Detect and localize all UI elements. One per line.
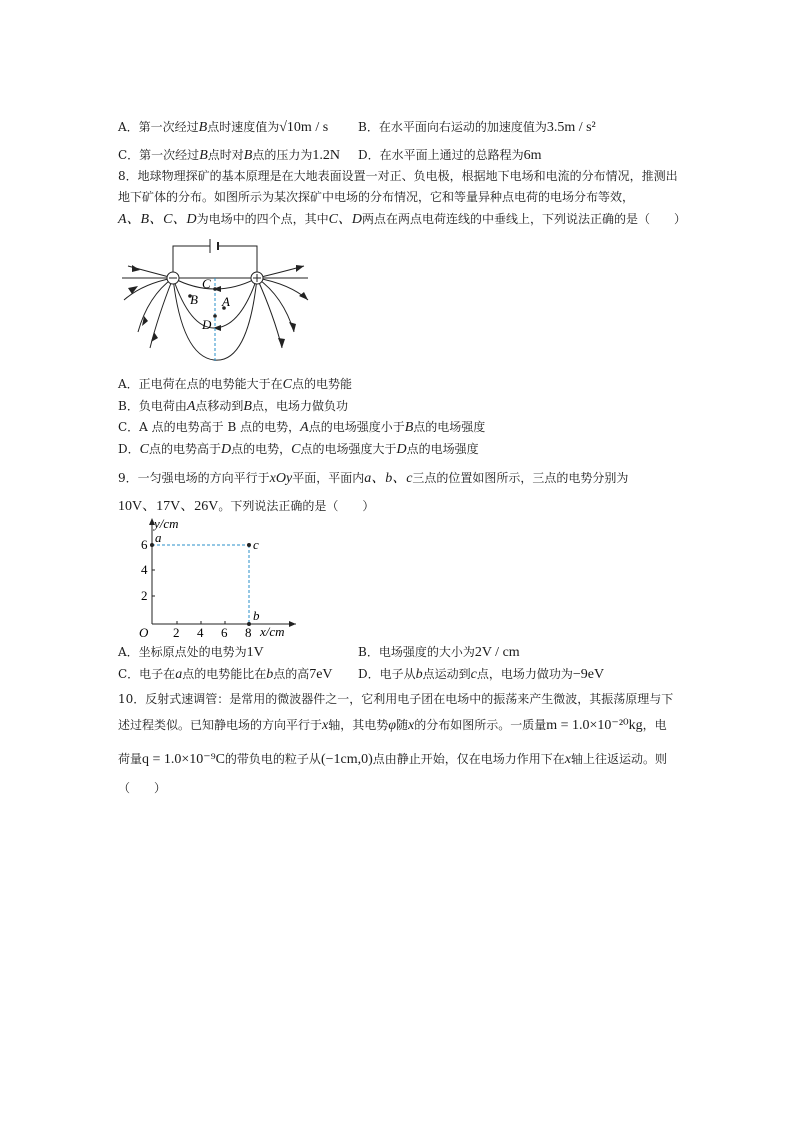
q7-option-a-mid: 点时速度值为 <box>207 120 280 134</box>
q8-option-d-t1: 点的电势高于 <box>148 442 221 456</box>
q8-option-d-p4: D <box>396 442 407 457</box>
q8-arrow-l2 <box>151 332 158 342</box>
q9-option-c <box>118 665 333 684</box>
q8-arrow-r3 <box>299 292 308 300</box>
q8-label-c: C <box>202 276 211 291</box>
q7-option-d-value: 6m <box>523 148 542 163</box>
q9-option-a <box>118 643 264 662</box>
q8-option-b-point1: A <box>186 399 196 414</box>
q8-option-d-t3: 点的电场强度大于 <box>300 442 397 456</box>
q8-option-d-t2: 点的电势， <box>231 442 292 456</box>
q9-stem-a: 9．一匀强电场的方向平行于 <box>118 471 270 485</box>
q9-option-d-p2: c <box>470 667 477 682</box>
q7-option-a-point: B <box>198 120 208 135</box>
q8-option-c-point2: B <box>404 420 414 435</box>
q8-option-a-text: A．正电荷在点的电势能大于在 <box>118 377 283 391</box>
q7-option-d-text: D．在水平面上通过的总路程为 <box>358 148 524 162</box>
q8-option-d-prefix: D． <box>118 442 140 456</box>
q8-label-d: D <box>202 317 212 332</box>
q8-arrow-r1 <box>289 322 296 332</box>
q7-option-c-mid2: 点的压力为 <box>252 148 313 162</box>
q8-arrow-r2 <box>278 338 285 348</box>
q9-xlabel: x/cm <box>260 624 285 639</box>
q9-ytick-label-4: 4 <box>141 562 148 577</box>
q10-line2-e: ，电 <box>642 718 667 732</box>
q8-points-cd: C、D <box>328 212 363 227</box>
q9-stem-line2 <box>118 497 374 516</box>
q8-arrow-m2 <box>213 325 221 331</box>
q9-option-c-value: 7eV <box>309 667 333 682</box>
q8-point-d-dot <box>213 314 217 318</box>
q8-option-d-p3: C <box>291 442 301 457</box>
q8-point-c-dot <box>213 287 217 291</box>
q8-option-b-point2: B <box>243 399 252 414</box>
q10-mass-value: m = 1.0×10⁻²⁰kg <box>546 718 643 733</box>
q7-option-d <box>358 146 542 165</box>
q7-option-b-value: 3.5m / s² <box>546 120 596 135</box>
q9-option-b-value: 2V / cm <box>474 645 520 660</box>
q8-option-d-p1: C <box>139 442 149 457</box>
q8-points-list: A、B、C、D <box>118 212 197 227</box>
q9-label-a: a <box>155 530 162 545</box>
q7-option-b <box>358 118 596 137</box>
q9-option-d <box>358 665 604 684</box>
q9-point-a-dot <box>150 543 154 547</box>
q10-line3-x: x <box>564 752 571 767</box>
q9-xtick-label-8: 8 <box>245 625 252 640</box>
q9-stem-b: 平面，平面内 <box>292 471 365 485</box>
q9-option-a-text: A．坐标原点处的电势为 <box>118 645 247 659</box>
q8-label-a: A <box>222 294 230 309</box>
q8-option-c-point1: A <box>300 420 309 435</box>
q10-line3-c: 点由静止开始，仅在电场力作用下在 <box>372 752 565 766</box>
q7-option-a-text: A．第一次经过 <box>118 120 199 134</box>
q10-start-point: (−1cm,0) <box>320 752 373 767</box>
q9-label-c: c <box>253 537 259 552</box>
q8-stem-line2: 地下矿体的分布。如图所示为某次探矿中电场的分布情况，它和等量异种点电荷的电场分布等效， <box>118 190 635 204</box>
q9-option-d-p1: b <box>415 667 423 682</box>
q10-line2-d: 的分布如图所示。一质量 <box>414 718 547 732</box>
q8-option-a <box>118 375 352 394</box>
q7-option-b-text: B．在水平面向右运动的加速度值为 <box>358 120 547 134</box>
q9-option-d-b: 点运动到 <box>422 667 471 681</box>
q7-option-c <box>118 146 340 165</box>
q9-option-a-value: 1V <box>246 645 264 660</box>
q7-option-c-text: C．第一次经过 <box>118 148 200 162</box>
q7-option-a <box>118 118 328 137</box>
q8-wire-right <box>218 246 257 277</box>
q9-stem-c: 三点的位置如图所示，三点的电势分别为 <box>412 471 629 485</box>
q8-field-figure <box>118 236 314 364</box>
q9-stem-end: 。下列说法正确的是（ ） <box>218 499 375 513</box>
q7-option-c-point2: B <box>243 148 253 163</box>
q10-line3-d: 轴上往返运动。则 <box>571 752 668 766</box>
q8-option-c-text: C．A 点的电势高于 B 点的电势， <box>118 420 301 434</box>
q9-stem-line1 <box>118 469 628 488</box>
q10-line2-b: 轴，其电势 <box>328 718 389 732</box>
q9-origin-label: O <box>139 625 149 640</box>
q9-ytick-label-2: 2 <box>141 588 148 603</box>
q10-stem-line2 <box>118 716 667 735</box>
q10-line2-c: 随 <box>396 718 409 732</box>
q9-option-c-c: 点的高 <box>273 667 310 681</box>
q9-option-b <box>358 643 520 662</box>
q8-option-c <box>118 418 485 437</box>
q8-arrow-r4 <box>296 265 304 272</box>
q9-points-list: a、b、c <box>364 471 413 486</box>
q9-option-d-a: D．电子从 <box>358 667 416 681</box>
q10-stem-line3 <box>118 750 667 769</box>
q8-stem-mid: 为电场中的四个点，其中 <box>196 212 329 226</box>
q10-line2-x: x <box>322 718 329 733</box>
q8-option-b-end: 点，电场力做负功 <box>251 399 348 413</box>
q9-x-arrow-icon <box>289 621 296 627</box>
q8-option-a-end: 点的电势能 <box>292 377 353 391</box>
q8-option-b-mid: 点移动到 <box>195 399 244 413</box>
q8-option-d <box>118 440 479 459</box>
q10-stem-line1: 10．反射式速调管：是常用的微波器件之一，它利用电子团在电场中的振荡来产生微波，其振荡原理与下 <box>118 692 674 706</box>
q9-option-d-c: 点，电场力做功为 <box>476 667 573 681</box>
q9-plane-var: xOy <box>269 471 293 486</box>
q8-option-b <box>118 397 348 416</box>
q9-option-c-b: 点的电势能比在 <box>182 667 267 681</box>
q8-wire-left <box>173 246 210 277</box>
q8-option-c-end: 点的电场强度 <box>413 420 486 434</box>
q8-option-d-t4: 点的电场强度 <box>406 442 479 456</box>
q8-stem-line1: 8．地球物理探矿的基本原理是在大地表面设置一对正、负电极，根据地下电场和电流的分布情况，推测出 <box>118 169 678 183</box>
q9-coordinate-figure <box>124 516 304 640</box>
q10-line3-a: 荷量 <box>118 752 143 766</box>
q9-potential-values: 10V、17V、26V <box>118 499 219 514</box>
q8-option-c-mid: 点的电场强度小于 <box>308 420 405 434</box>
q7-option-c-point1: B <box>199 148 208 163</box>
q10-answer-bracket: （ ） <box>118 781 167 795</box>
q10-line3-b: 的带负电的粒子从 <box>224 752 321 766</box>
q9-option-d-value: −9eV <box>572 667 605 682</box>
q7-option-c-value: 1.2N <box>312 148 340 163</box>
q9-option-c-p1: a <box>175 667 183 682</box>
q9-option-c-p2: b <box>266 667 274 682</box>
q9-ylabel: y/cm <box>154 516 179 531</box>
q8-label-b: B <box>190 292 198 307</box>
q10-line2-phi: φ <box>388 718 396 733</box>
q10-charge-value: q = 1.0×10⁻⁹C <box>142 752 225 767</box>
q8-stem-line3 <box>118 210 686 229</box>
q9-ytick-label-6: 6 <box>141 537 148 552</box>
q7-option-a-value: √10m / s <box>279 120 329 135</box>
q9-label-b: b <box>253 608 260 623</box>
q7-option-c-mid: 点时对 <box>207 148 244 162</box>
q9-xtick-label-6: 6 <box>221 625 228 640</box>
q10-line2-a: 述过程类似。已知静电场的方向平行于 <box>118 718 323 732</box>
q9-option-b-text: B．电场强度的大小为 <box>358 645 475 659</box>
q10-line2-x2: x <box>408 718 415 733</box>
q8-option-d-p2: D <box>220 442 232 457</box>
q8-option-a-point: C <box>282 377 293 392</box>
q9-point-c-dot <box>247 543 251 547</box>
q9-option-c-a: C．电子在 <box>118 667 176 681</box>
q8-option-b-text: B．负电荷由 <box>118 399 187 413</box>
q8-stem-end: 两点在两点电荷连线的中垂线上，下列说法正确的是（ ） <box>362 212 687 226</box>
q9-xtick-label-4: 4 <box>197 625 204 640</box>
q9-xtick-label-2: 2 <box>173 625 180 640</box>
